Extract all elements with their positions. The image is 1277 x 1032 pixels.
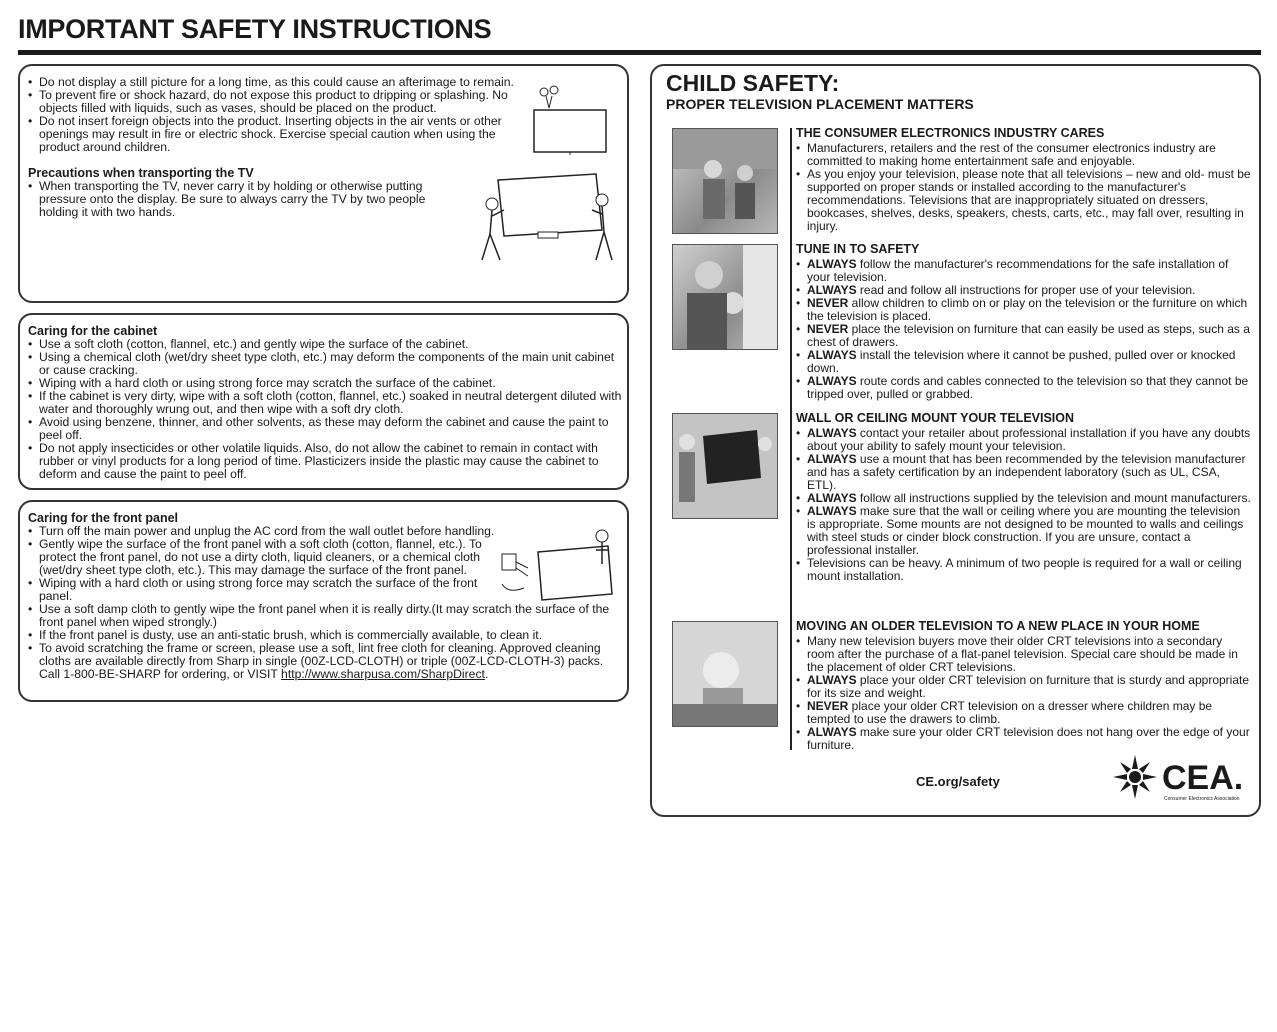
list-item xyxy=(28,642,623,681)
list-item: • ALWAYS use a mount that has been recommended by the television manufacturer and has a safety certification by an independent laboratory (such as UL, CSA, ETL). xyxy=(796,453,1252,492)
section-heading: THE CONSUMER ELECTRONICS INDUSTRY CARES xyxy=(796,126,1105,140)
list-item: • NEVER allow children to climb on or play on the television or the furniture on which the television is placed. xyxy=(796,297,1252,323)
list-item: • Turn off the main power and unplug the AC cord from the wall outlet before handling. xyxy=(28,525,529,538)
photo-store-shoppers xyxy=(672,128,778,234)
vertical-divider xyxy=(790,128,792,750)
list-item: • ALWAYS make sure that the wall or ceiling where you are mounting the television is appropriate. Some mounts are not designed to be mounted to walls and ceilings with steel studs or cinder block construction. If you are unsure, contact a professional installer. xyxy=(796,505,1252,557)
list-item: • ALWAYS follow all instructions supplied by the television and mount manufacturers. xyxy=(796,492,1252,505)
ce-org-safety-link[interactable]: CE.org/safety xyxy=(916,774,1000,789)
list-item: • ALWAYS contact your retailer about professional installation if you have any doubts about your ability to safely mount your television. xyxy=(796,427,1252,453)
list-item: • Manufacturers, retailers and the rest of the consumer electronics industry are committed to making home entertainment safe and enjoyable. xyxy=(796,142,1252,168)
section-heading: TUNE IN TO SAFETY xyxy=(796,242,920,256)
child-safety-title: CHILD SAFETY: xyxy=(666,70,840,96)
list-item: • ALWAYS route cords and cables connected to the television so that they cannot be tripped over, pulled or grabbed. xyxy=(796,375,1252,401)
list-item: • If the front panel is dusty, use an anti-static brush, which is commercially available, to clean it. xyxy=(28,629,623,642)
list-item: • Do not insert foreign objects into the product. Inserting objects in the air vents or other openings may result in fire or electric shock. Exercise special caution when using the product around children. xyxy=(28,115,529,154)
list-item: • Avoid using benzene, thinner, and other solvents, as these may deform the cabinet and cause the paint to peel off. xyxy=(28,416,623,442)
sharp-direct-link[interactable]: http://www.sharpusa.com/SharpDirect xyxy=(281,667,485,681)
caring-for-cabinet-box xyxy=(18,313,629,490)
tune-in-section xyxy=(796,242,1252,401)
photo-family-watching-tv xyxy=(672,244,778,350)
list-item: • Wiping with a hard cloth or using strong force may scratch the surface of the front panel. xyxy=(28,577,499,603)
list-item: • Gently wipe the surface of the front panel with a soft cloth (cotton, flannel, etc.). To protect the front panel, do not use a dirty cloth, liquid cleaners, or a chemical cloth (wet/dry sheet type cloth, etc.). This may damage the surface of the front panel. xyxy=(28,538,489,577)
moving-older-tv-section xyxy=(796,619,1252,752)
list-item: • Wiping with a hard cloth or using strong force may scratch the surface of the cabinet. xyxy=(28,377,623,390)
list-item: • Use a soft cloth (cotton, flannel, etc.) and gently wipe the surface of the cabinet. xyxy=(28,338,623,351)
list-item: • Many new television buyers move their older CRT televisions into a secondary room after the purchase of a flat-panel television. Special care should be made in the placement of older CRT televisions. xyxy=(796,635,1252,674)
photo-child-with-crt-tv xyxy=(672,621,778,727)
cabinet-care-list xyxy=(28,338,623,481)
unplug-and-wipe-tv-illustration xyxy=(498,528,620,610)
list-item: • Do not apply insecticides or other volatile liquids. Also, do not allow the cabinet to remain in contact with rubber or vinyl products for a long period of time. Plasticizers inside the plastic may cause the cabinet to deform and cause the paint to peel off. xyxy=(28,442,623,481)
cea-logo xyxy=(1112,754,1242,804)
list-item: • If the cabinet is very dirty, wipe with a soft cloth (cotton, flannel, etc.) soaked in neutral detergent diluted with water and thoroughly wrung out, and then wipe with a soft dry cloth. xyxy=(28,390,623,416)
cea-logo-tagline: Consumer Electronics Association xyxy=(1164,796,1240,802)
section-heading: MOVING AN OLDER TELEVISION TO A NEW PLACE IN YOUR HOME xyxy=(796,619,1200,633)
cleaning-cloth-text-end: . xyxy=(484,667,489,681)
general-precautions-box xyxy=(18,64,629,303)
caring-for-front-panel-box xyxy=(18,500,629,702)
list-item: • Using a chemical cloth (wet/dry sheet type cloth, etc.) may deform the components of the main unit cabinet or cause cracking. xyxy=(28,351,623,377)
list-item: • Use a soft damp cloth to gently wipe the front panel when it is really dirty.(It may scratch the surface of the front panel when wiped strongly.) xyxy=(28,603,623,629)
photo-wall-mount-installation xyxy=(672,413,778,519)
list-item: • As you enjoy your television, please note that all televisions – new and old- must be supported on proper stands or installed according to the manufacturer's recommendations. Televisions that are inappropriately situated on dressers, bookcases, shelves, desks, speakers, chests, carts, etc., may fall over, resulting in injury. xyxy=(796,168,1252,233)
cabinet-heading: Caring for the cabinet xyxy=(28,324,158,338)
list-item: • ALWAYS make sure your older CRT television does not hang over the edge of your furniture. xyxy=(796,726,1252,752)
list-item: • NEVER place the television on furniture that can easily be used as steps, such as a chest of drawers. xyxy=(796,323,1252,349)
list-item: • ALWAYS place your older CRT television on furniture that is sturdy and appropriate for its size and weight. xyxy=(796,674,1252,700)
list-item: • Do not display a still picture for a long time, as this could cause an afterimage to remain. xyxy=(28,76,533,89)
list-item: • ALWAYS read and follow all instructions for proper use of your television. xyxy=(796,284,1252,297)
list-item: • Televisions can be heavy. A minimum of two people is required for a wall or ceiling mount installation. xyxy=(796,557,1252,583)
cleaning-cloth-text: To avoid scratching the frame or screen, please use a soft, lint free cloth for cleaning. Approved cleaning cloths are available directly from Sharp in single (00Z-LCD-CLOTH) or triple (00Z-LCD-CLOTH-3) packs. Call 1-800-BE-SHARP for ordering, or VISIT xyxy=(39,641,604,681)
title-rule xyxy=(18,50,1261,55)
transport-list xyxy=(28,180,448,219)
transport-heading: Precautions when transporting the TV xyxy=(28,166,254,180)
wall-mount-section xyxy=(796,411,1252,583)
front-panel-heading: Caring for the front panel xyxy=(28,511,178,525)
two-people-carrying-tv-illustration xyxy=(478,170,616,266)
child-safety-subtitle: PROPER TELEVISION PLACEMENT MATTERS xyxy=(666,96,974,112)
tv-with-vase-illustration xyxy=(530,84,610,156)
industry-cares-section xyxy=(796,126,1252,233)
list-item: • When transporting the TV, never carry it by holding or otherwise putting pressure onto the display. Be sure to always carry the TV by two people holding it with two hands. xyxy=(28,180,448,219)
cea-logo-text: CEA. xyxy=(1162,759,1242,797)
child-safety-box xyxy=(650,64,1261,817)
list-item: • To prevent fire or shock hazard, do not expose this product to dripping or splashing. No objects filled with liquids, such as vases, should be placed on the product. xyxy=(28,89,529,115)
list-item: • ALWAYS follow the manufacturer's recommendations for the safe installation of your television. xyxy=(796,258,1252,284)
list-item: • NEVER place your older CRT television on a dresser where children may be tempted to use the drawers to climb. xyxy=(796,700,1252,726)
page-title: IMPORTANT SAFETY INSTRUCTIONS xyxy=(18,14,492,44)
list-item: • ALWAYS install the television where it cannot be pushed, pulled over or knocked down. xyxy=(796,349,1252,375)
section-heading: WALL OR CEILING MOUNT YOUR TELEVISION xyxy=(796,411,1075,425)
general-precautions-list xyxy=(28,76,533,154)
